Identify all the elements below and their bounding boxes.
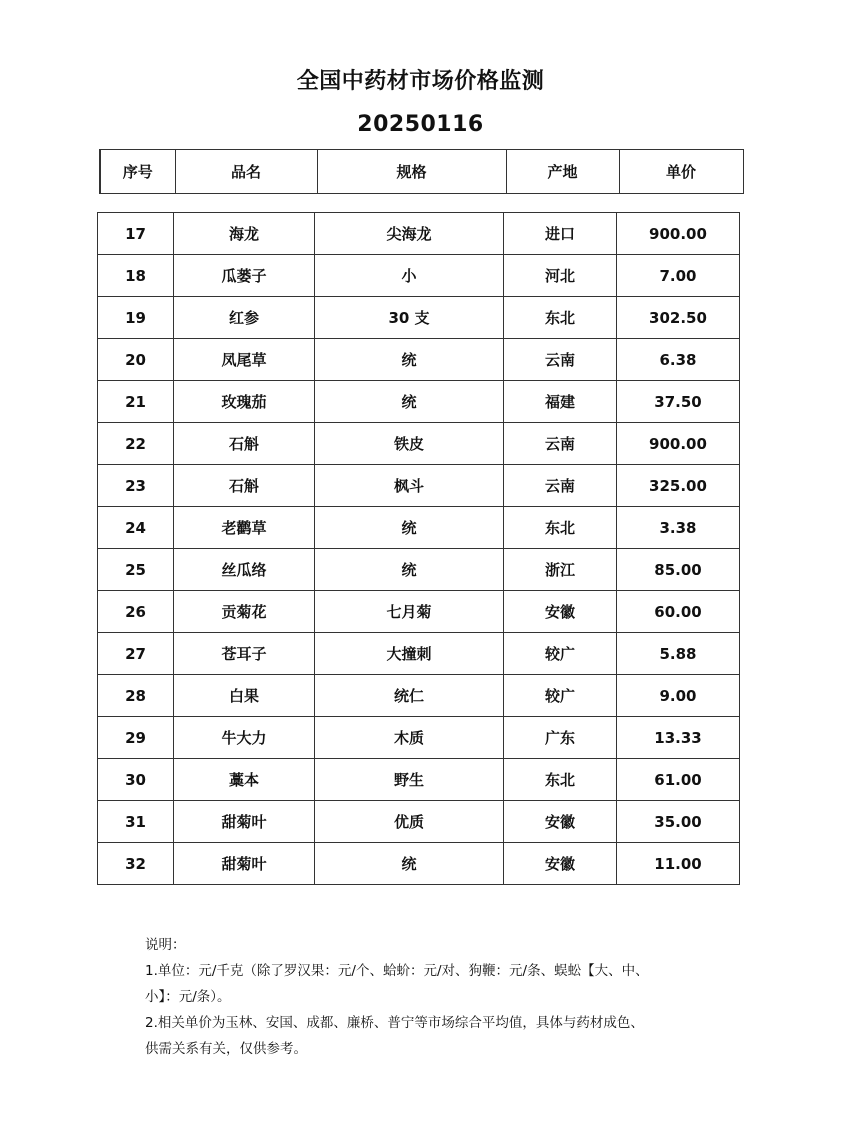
cell-origin: 安徽 <box>504 801 617 843</box>
cell-origin: 较广 <box>504 675 617 717</box>
cell-origin: 广东 <box>504 717 617 759</box>
cell-spec: 枫斗 <box>315 465 504 507</box>
table-row <box>98 507 740 549</box>
cell-price: 60.00 <box>617 591 740 633</box>
cell-origin: 福建 <box>504 381 617 423</box>
cell-seq: 24 <box>98 507 174 549</box>
cell-price: 325.00 <box>617 465 740 507</box>
cell-origin: 东北 <box>504 507 617 549</box>
table-header <box>99 149 744 194</box>
cell-seq: 29 <box>98 717 174 759</box>
cell-origin: 安徽 <box>504 843 617 885</box>
cell-spec: 统 <box>315 549 504 591</box>
table-row <box>98 591 740 633</box>
cell-spec: 统 <box>315 507 504 549</box>
cell-seq: 27 <box>98 633 174 675</box>
cell-spec: 木质 <box>315 717 504 759</box>
table-row <box>98 549 740 591</box>
cell-name: 红参 <box>174 297 315 339</box>
table-row <box>98 339 740 381</box>
cell-price: 6.38 <box>617 339 740 381</box>
table-row <box>98 759 740 801</box>
cell-seq: 28 <box>98 675 174 717</box>
header-seq: 序号 <box>100 150 175 194</box>
cell-name: 牛大力 <box>174 717 315 759</box>
cell-seq: 21 <box>98 381 174 423</box>
cell-name: 白果 <box>174 675 315 717</box>
header-price: 单价 <box>619 150 743 194</box>
cell-name: 瓜蒌子 <box>174 255 315 297</box>
cell-spec: 尖海龙 <box>315 213 504 255</box>
cell-name: 藁本 <box>174 759 315 801</box>
cell-seq: 25 <box>98 549 174 591</box>
cell-origin: 安徽 <box>504 591 617 633</box>
cell-seq: 19 <box>98 297 174 339</box>
cell-origin: 东北 <box>504 759 617 801</box>
cell-spec: 统 <box>315 381 504 423</box>
cell-spec: 小 <box>315 255 504 297</box>
cell-origin: 河北 <box>504 255 617 297</box>
cell-spec: 优质 <box>315 801 504 843</box>
cell-price: 85.00 <box>617 549 740 591</box>
cell-origin: 云南 <box>504 465 617 507</box>
cell-spec: 30 支 <box>315 297 504 339</box>
cell-name: 老鹳草 <box>174 507 315 549</box>
cell-spec: 统 <box>315 843 504 885</box>
cell-spec: 统仁 <box>315 675 504 717</box>
cell-price: 302.50 <box>617 297 740 339</box>
cell-name: 石斛 <box>174 423 315 465</box>
cell-price: 5.88 <box>617 633 740 675</box>
cell-seq: 31 <box>98 801 174 843</box>
cell-spec: 大撞刺 <box>315 633 504 675</box>
cell-seq: 20 <box>98 339 174 381</box>
cell-price: 11.00 <box>617 843 740 885</box>
page-title: 全国中药材市场价格监测 <box>296 69 545 94</box>
report-date: 20250116 <box>357 112 484 137</box>
header-spec: 规格 <box>317 150 506 194</box>
cell-name: 甜菊叶 <box>174 843 315 885</box>
header-row <box>100 150 743 194</box>
cell-spec: 七月菊 <box>315 591 504 633</box>
cell-origin: 云南 <box>504 423 617 465</box>
price-table <box>97 212 740 885</box>
cell-name: 石斛 <box>174 465 315 507</box>
cell-price: 7.00 <box>617 255 740 297</box>
table-row <box>98 717 740 759</box>
table-row <box>98 423 740 465</box>
cell-origin: 较广 <box>504 633 617 675</box>
cell-spec: 铁皮 <box>315 423 504 465</box>
cell-seq: 18 <box>98 255 174 297</box>
cell-seq: 26 <box>98 591 174 633</box>
cell-price: 35.00 <box>617 801 740 843</box>
table-row <box>98 675 740 717</box>
cell-seq: 30 <box>98 759 174 801</box>
header-name: 品名 <box>175 150 317 194</box>
cell-seq: 23 <box>98 465 174 507</box>
cell-name: 凤尾草 <box>174 339 315 381</box>
notes-line: 小】：元/条）。 <box>145 989 231 1005</box>
cell-spec: 统 <box>315 339 504 381</box>
table-row <box>98 465 740 507</box>
cell-spec: 野生 <box>315 759 504 801</box>
cell-seq: 32 <box>98 843 174 885</box>
cell-price: 900.00 <box>617 423 740 465</box>
cell-price: 900.00 <box>617 213 740 255</box>
header-origin: 产地 <box>506 150 619 194</box>
notes <box>145 932 705 1062</box>
cell-name: 丝瓜络 <box>174 549 315 591</box>
cell-origin: 东北 <box>504 297 617 339</box>
notes-line: 供需关系有关，仅供参考。 <box>145 1041 307 1057</box>
cell-name: 甜菊叶 <box>174 801 315 843</box>
cell-name: 玫瑰茄 <box>174 381 315 423</box>
cell-name: 贡菊花 <box>174 591 315 633</box>
cell-seq: 22 <box>98 423 174 465</box>
cell-price: 37.50 <box>617 381 740 423</box>
table-row <box>98 213 740 255</box>
table-row <box>98 381 740 423</box>
notes-line: 2.相关单价为玉林、安国、成都、廉桥、普宁等市场综合平均值，具体与药材成色、 <box>145 1015 644 1031</box>
cell-origin: 进口 <box>504 213 617 255</box>
cell-price: 13.33 <box>617 717 740 759</box>
table-row <box>98 255 740 297</box>
notes-line: 1.单位：元/千克（除了罗汉果：元/个、蛤蚧：元/对、狗鞭：元/条、蜈蚣【大、中、 <box>145 963 649 979</box>
cell-name: 苍耳子 <box>174 633 315 675</box>
cell-seq: 17 <box>98 213 174 255</box>
table-row <box>98 843 740 885</box>
cell-name: 海龙 <box>174 213 315 255</box>
notes-heading: 说明： <box>145 937 186 953</box>
table-row <box>98 801 740 843</box>
table-row <box>98 633 740 675</box>
cell-price: 9.00 <box>617 675 740 717</box>
cell-price: 61.00 <box>617 759 740 801</box>
table-row <box>98 297 740 339</box>
cell-price: 3.38 <box>617 507 740 549</box>
cell-origin: 云南 <box>504 339 617 381</box>
cell-origin: 浙江 <box>504 549 617 591</box>
